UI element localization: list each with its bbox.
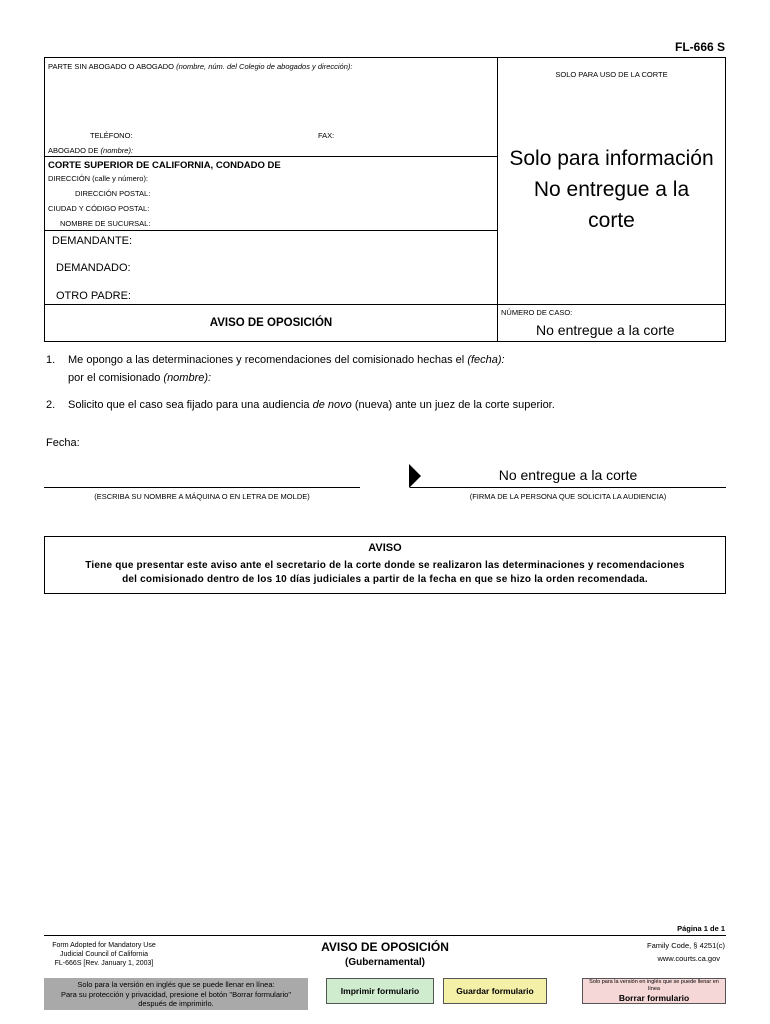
- court-notice: Solo para información No entregue a la corte: [509, 147, 714, 232]
- ciudad-label: CIUDAD Y CÓDIGO POSTAL:: [48, 204, 150, 213]
- fecha-label: Fecha:: [46, 437, 80, 449]
- item-1-line2: por el comisionado (nombre):: [68, 372, 212, 384]
- divider: [44, 230, 498, 231]
- clear-form-label: Borrar formulario: [618, 993, 690, 1003]
- item-1-number: 1.: [46, 354, 56, 366]
- direccion-label: DIRECCIÓN (calle y número):: [48, 174, 149, 183]
- abogado-de-label: ABOGADO DE (nombre):: [48, 146, 134, 155]
- notice-heading: AVISO: [368, 542, 402, 554]
- otro-padre-label: OTRO PADRE:: [56, 290, 131, 302]
- signature-caption: (FIRMA DE LA PERSONA QUE SOLICITA LA AUDIENCIA): [469, 492, 667, 501]
- fax-label: FAX:: [318, 131, 335, 140]
- court-use-label: SOLO PARA USO DE LA CORTE: [555, 70, 668, 79]
- case-number-label: NÚMERO DE CASO:: [501, 308, 573, 317]
- footer-rule: [44, 935, 726, 936]
- signature-value: No entregue a la corte: [498, 467, 638, 483]
- name-line: [44, 487, 360, 488]
- demandado-label: DEMANDADO:: [56, 262, 131, 274]
- demandante-label: DEMANDANTE:: [52, 235, 133, 247]
- document-title: AVISO DE OPOSICIÓN: [209, 317, 333, 329]
- item-2-text: Solicito que el caso sea fijado para una audiencia de novo (nueva) ante un juez de la corte superior.: [68, 399, 555, 411]
- footer-title: AVISO DE OPOSICIÓN: [321, 940, 449, 954]
- clear-form-button[interactable]: [582, 978, 726, 1004]
- page-number: Página 1 de 1: [677, 924, 725, 933]
- family-code: Family Code, § 4251(c): [647, 941, 725, 950]
- signature-line: [410, 487, 726, 488]
- name-caption: (ESCRIBA SU NOMBRE A MÁQUINA O EN LETRA DE MOLDE): [94, 492, 310, 501]
- party-label: PARTE SIN ABOGADO O ABOGADO (nombre, núm. del Colegio de abogados y dirección):: [48, 62, 353, 71]
- court-title: CORTE SUPERIOR DE CALIFORNIA, CONDADO DE: [48, 160, 281, 171]
- online-info-panel: Solo para la versión en inglés que se puede llenar en línea: Para su protección y privacidad, presione el botón "Borrar formulario" después de imprimirlo.: [44, 978, 308, 1010]
- case-number-value: No entregue a la corte: [536, 322, 675, 338]
- print-form-button[interactable]: Imprimir formulario: [326, 978, 434, 1004]
- form-number: FL-666 S: [674, 40, 725, 54]
- item-1-text: Me opongo a las determinaciones y recomendaciones del comisionado hechas el (fecha):: [68, 354, 505, 366]
- notice-line-1: Tiene que presentar este aviso ante el secretario de la corte donde se realizaron las determinaciones y recomendaciones: [85, 560, 685, 571]
- divider: [44, 156, 498, 157]
- save-form-button[interactable]: Guardar formulario: [443, 978, 547, 1004]
- footer-subtitle: (Gubernamental): [344, 957, 425, 968]
- website-link[interactable]: www.courts.ca.gov: [657, 954, 720, 963]
- item-2-number: 2.: [46, 399, 56, 411]
- telefono-label: TELÉFONO:: [90, 131, 133, 140]
- adoption-info: Form Adopted for Mandatory Use Judicial Council of California FL-666S [Rev. January 1, 2003]: [52, 942, 156, 967]
- direccion-postal-label: DIRECCIÓN POSTAL:: [75, 189, 151, 198]
- notice-line-2: del comisionado dentro de los 10 días judiciales a partir de la fecha en que se hizo la orden recomendada.: [122, 574, 648, 585]
- sucursal-label: NOMBRE DE SUCURSAL:: [60, 219, 151, 228]
- clear-form-note: Solo para la versión en inglés que se puede llenar en línea: [589, 979, 719, 992]
